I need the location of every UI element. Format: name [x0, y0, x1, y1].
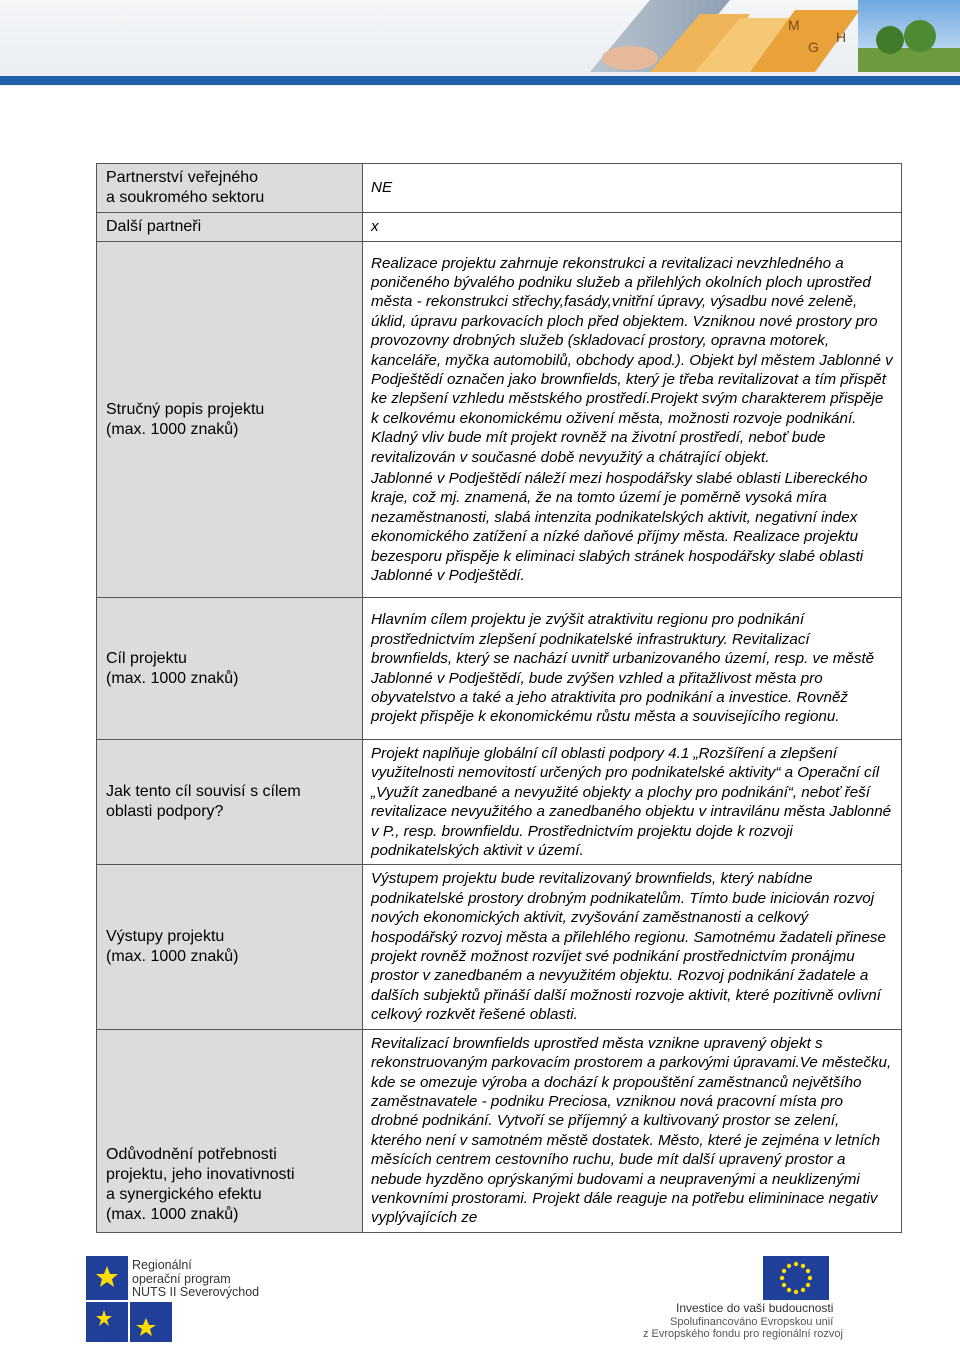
- eu-tagline: Investice do vaší budoucnosti: [676, 1301, 834, 1315]
- row-label: [97, 1029, 363, 1232]
- row-label: [97, 242, 363, 598]
- value-paragraph: Výstupem projektu bude revitalizovaný brownfields, který nabídne podnikatelské prostory drobným podnikatelům. Tímto bude iniciován rozvoj nových ekonomických aktivit, zvyšování zaměstnanosti a celkový hospodářský rozvoj města a přilehlého regionu. Samotnému žadateli přinese projekt rovněž možnost rozvíjet své podnikání prostřednictvím pronájmu prostor v zanedbaném a nevyužitém objektu. Rozvoj podnikání žadatele a dalších subjektů přináší další možnosti rozvoje aktivit, které pozitivně ovlivní celkový rozkvět řešené oblasti.: [371, 870, 886, 1024]
- header-stripe: [0, 76, 960, 85]
- table-row-partners: [97, 213, 902, 242]
- label-line: a synergického efektu: [106, 1185, 262, 1203]
- row-value: [363, 740, 902, 865]
- row-label: [97, 865, 363, 1029]
- key-h: H: [836, 29, 847, 45]
- label-line: Výstupy projektu: [106, 928, 225, 946]
- row-value: [363, 164, 902, 213]
- rop-text-line: Regionální: [132, 1258, 192, 1272]
- eu-cofinance-line: Spolufinancováno Evropskou unií: [670, 1316, 834, 1328]
- value-paragraph: NE: [371, 179, 393, 197]
- label-line: oblasti podpory?: [106, 803, 224, 821]
- row-value: [363, 865, 902, 1029]
- row-label: [97, 213, 363, 242]
- value-paragraph: Hlavním cílem projektu je zvýšit atraktivitu regionu pro podnikání prostřednictvím zlepšení podnikatelské infrastruktury. Revitalizací brownfields, který se nachází uvnitř urbanizovaného území, resp. ve městě Jablonné v Podještědí, bude zvýšen vzhled a přitažlivost města pro obyvatelstvo a také a jeho atraktivita pro podnikání a investice. Rovněž projekt přispěje k ekonomickému růstu města a souvisejícího regionu.: [371, 611, 875, 726]
- row-label: [97, 740, 363, 865]
- rop-text-line: NUTS II Severovýchod: [132, 1285, 260, 1299]
- keyboard-hands-photo-icon: [590, 0, 960, 72]
- table-row-justification: [97, 1029, 902, 1232]
- eu-flag-icon: [763, 1256, 829, 1300]
- table-row-outputs: [97, 865, 902, 1029]
- label-line: Další partneři: [106, 218, 202, 235]
- value-paragraph: Realizace projektu zahrnuje rekonstrukci a revitalizaci nevzhledného a poničeného bývalého podniku služeb a přilehlých okolních ploch uprostřed města - rekonstrukci střechy,fasády,vnitřní úpravy, výsadbu nové zeleně, úklid, úpravu parkovacích ploch před objektem. Vzniknou nové prostory pro provozovny drobných služeb (skladovací prostory, opravna motorek, kanceláře, myčka automobilů, obchody apod.). Objekt byl městem Jablonné v Podještědí označen jako brownfields, který je třeba revitalizovat a tím přispět ke zlepšení vzhledu městského prostředí.Projekt svým charakterem přispěje k celkovému ekonomickému oživení města, možnosti rozvoje podnikání. Kladný vliv bude mít projekt rovněž na životní prostředí, neboť bude revitalizován v současné době nevyužitý a chátrající objekt.: [371, 254, 893, 466]
- row-label: [97, 598, 363, 740]
- row-value: [363, 242, 902, 598]
- label-line: a soukromého sektoru: [106, 189, 265, 206]
- table-row-goal-relation: [97, 740, 902, 865]
- table-row-description: [97, 242, 902, 598]
- label-line: projektu, jeho inovativnosti: [106, 1165, 295, 1183]
- value-paragraph: x: [371, 218, 379, 236]
- eu-fund-line: z Evropského fondu pro regionální rozvoj: [643, 1328, 843, 1340]
- label-line: (max. 1000 znaků): [106, 1205, 239, 1223]
- key-g: G: [808, 39, 819, 55]
- rop-logo-text: [132, 1259, 259, 1300]
- label-line: Partnerství veřejného: [106, 169, 259, 186]
- row-value: [363, 1029, 902, 1232]
- header-banner: [0, 0, 960, 86]
- label-line: Cíl projektu: [106, 649, 187, 667]
- project-info-table: [96, 163, 902, 1233]
- value-paragraph: Projekt naplňuje globální cíl oblasti podpory 4.1 „Rozšíření a zlepšení využitelnosti nemovitostí určených pro podnikatelské aktivity“ a Operační cíl „Využít zanedbané a nevyužité objekty a plochy pro podnikání“, neboť řeší revitalizace nevyužitého a zanedbaného objektu v intravilánu města Jablonné v P., resp. brownfieldu. Prostřednictvím projektu dojde k rozvoji podnikatelských aktivit v území.: [371, 745, 892, 860]
- table-row-partnership: [97, 164, 902, 213]
- label-line: (max. 1000 znaků): [106, 420, 239, 438]
- row-label: [97, 164, 363, 213]
- key-m: M: [788, 17, 800, 33]
- label-line: Odůvodnění potřebnosti: [106, 1145, 277, 1163]
- label-line: (max. 1000 znaků): [106, 669, 239, 687]
- label-line: Jak tento cíl souvisí s cílem: [106, 783, 301, 801]
- label-line: (max. 1000 znaků): [106, 948, 239, 966]
- row-value: [363, 213, 902, 242]
- value-paragraph: Revitalizací brownfields uprostřed města vznikne upravený objekt s rekonstruovaným parkovacím prostorem a parkovými úpravami.Ve městečku, kde se omezuje výroba a dochází k propouštění zaměstnanců největšího zaměstnavatele - podniku Preciosa, vzniknou nová pracovní místa pro drobné podnikání. Vytvoří se příjemný a kultivovaný prostor se zelení, kterého není v samotném městě dostatek. Město, které je zejména v letních měsících centrem cestovního ruchu, bude mít další upravený prostor a nebude hyzděno oprýskanými budovami a neupravenými a neuklizenými venkovními prostorami. Projekt dále reaguje na potřebu elimininace negativ vyplývajících ze: [371, 1034, 892, 1227]
- row-value: [363, 598, 902, 740]
- value-paragraph: Jablonné v Podještědí náleží mezi hospodářsky slabé oblasti Libereckého kraje, což mj. znamená, že na tomto území je poměrně vysoká míra nezaměstnanosti, slabá intenzita podnikatelských aktivit, negativní index ekonomického zatížení a nízké daňové příjmy města. Realizace projektu bezesporu přispěje k eliminaci slabých stránek hospodářsky slabé oblasti Jablonné v Podještědí.: [371, 470, 868, 585]
- table-row-goal: [97, 598, 902, 740]
- rop-text-line: operační program: [132, 1271, 231, 1286]
- label-line: Stručný popis projektu: [106, 400, 265, 418]
